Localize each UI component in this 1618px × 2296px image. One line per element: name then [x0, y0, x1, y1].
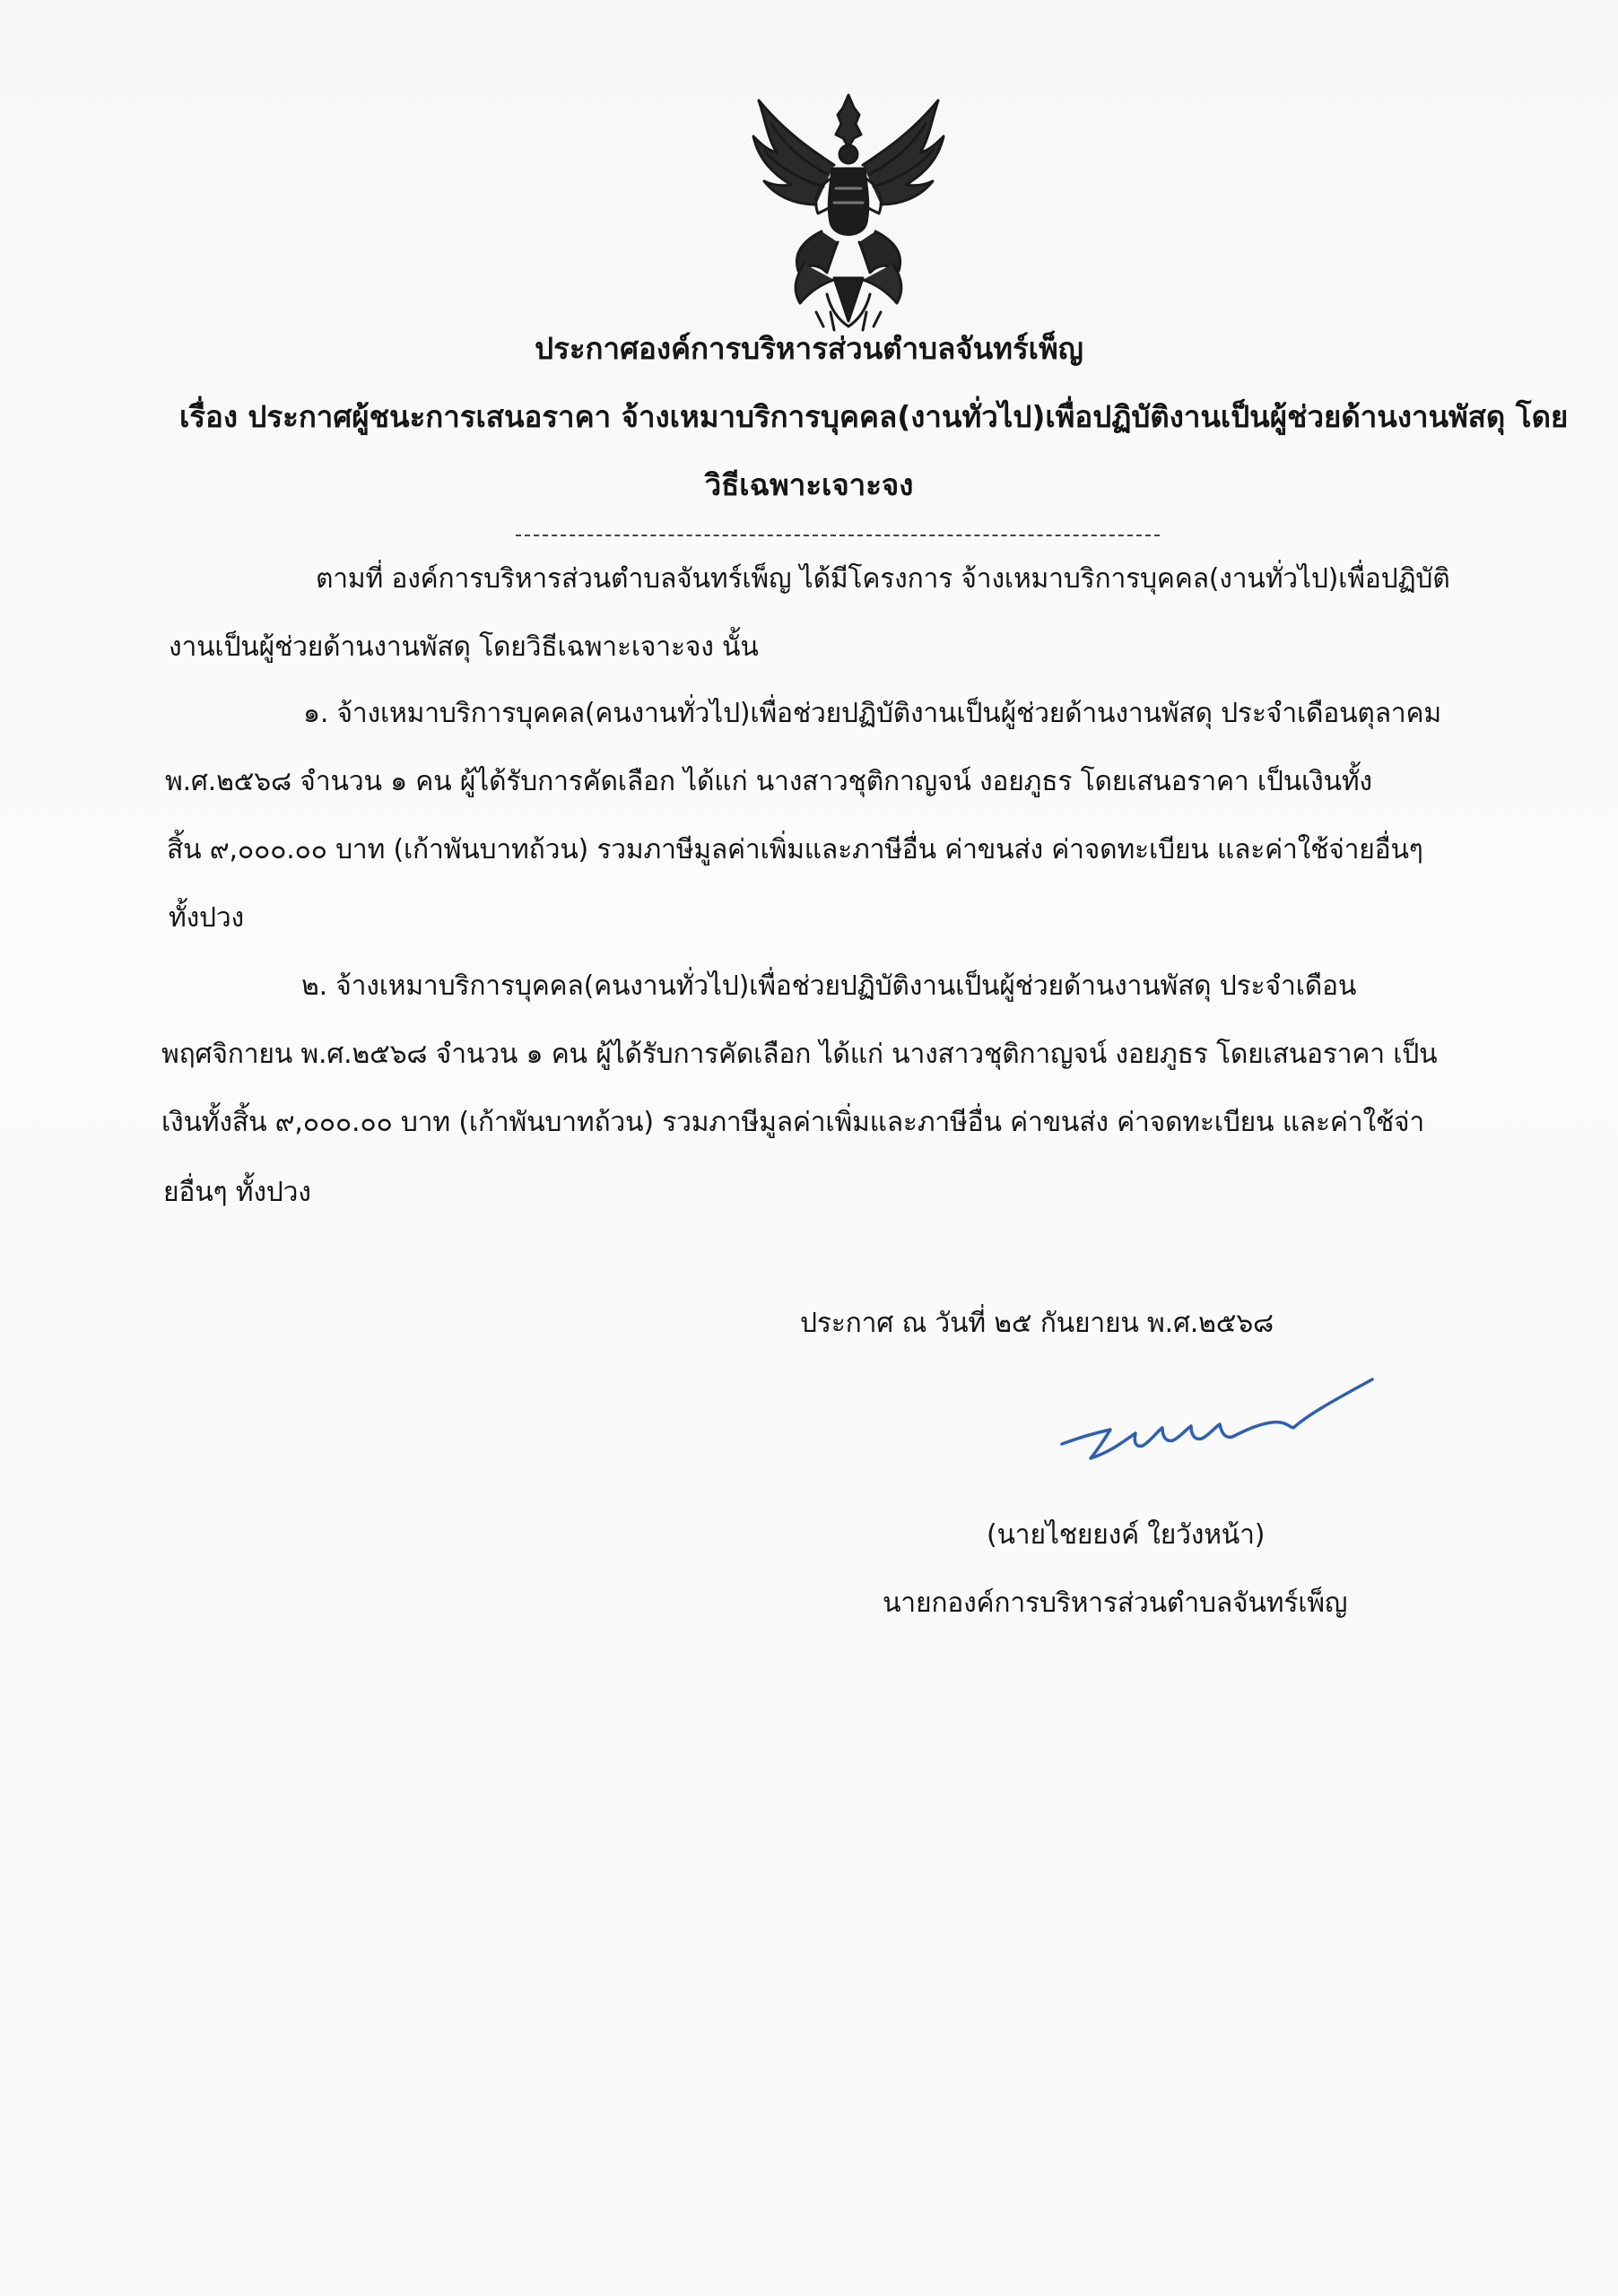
item-2-line: ยอื่นๆ ทั้งปวง: [163, 1177, 311, 1208]
item-2-line: ๒. จ้างเหมาบริการบุคคล(คนงานทั่วไป)เพื่อช่วยปฏิบัติงานเป็นผู้ช่วยด้านงานพัสดุ ประจำเดือน: [301, 970, 1357, 1002]
garuda-emblem-icon: [741, 88, 956, 339]
divider-line: [516, 535, 1160, 536]
item-1-line: สิ้น ๙,๐๐๐.๐๐ บาท (เก้าพันบาทถ้วน) รวมภาษีมูลค่าเพิ่มและภาษีอื่น ค่าขนส่ง ค่าจดทะเบียน และค่าใช้จ่ายอื่นๆ: [167, 834, 1423, 865]
announcement-subject: เรื่อง ประกาศผู้ชนะการเสนอราคา จ้างเหมาบริการบุคคล(งานทั่วไป)เพื่อปฏิบัติงานเป็นผู้ช่วยด้านงานพัสดุ โดย: [179, 399, 1569, 434]
item-1-line: ๑. จ้างเหมาบริการบุคคล(คนงานทั่วไป)เพื่อช่วยปฏิบัติงานเป็นผู้ช่วยด้านงานพัสดุ ประจำเดือนตุลาคม: [303, 698, 1441, 729]
signer-position: นายกองค์การบริหารส่วนตำบลจันทร์เพ็ญ: [883, 1587, 1348, 1619]
intro-paragraph-line: ตามที่ องค์การบริหารส่วนตำบลจันทร์เพ็ญ ได้มีโครงการ จ้างเหมาบริการบุคคล(งานทั่วไป)เพื่อปฏิบัติ: [316, 563, 1450, 595]
item-1-line: พ.ศ.๒๕๖๘ จำนวน ๑ คน ผู้ได้รับการคัดเลือก ได้แก่ นางสาวชุติกาญจน์ งอยภูธร โดยเสนอราคา เป็นเงินทั้ง: [165, 766, 1372, 797]
intro-paragraph-line: งานเป็นผู้ช่วยด้านงานพัสดุ โดยวิธีเฉพาะเจาะจง นั้น: [169, 631, 759, 663]
signature-mark: [1058, 1363, 1381, 1471]
announcement-date: ประกาศ ณ วันที่ ๒๕ กันยายน พ.ศ.๒๕๖๘: [800, 1308, 1274, 1339]
item-1-line: ทั้งปวง: [169, 902, 244, 934]
announcement-subject-continued: วิธีเฉพาะเจาะจง: [704, 467, 914, 502]
item-2-line: พฤศจิกายน พ.ศ.๒๕๖๘ จำนวน ๑ คน ผู้ได้รับการคัดเลือก ได้แก่ นางสาวชุติกาญจน์ งอยภูธร โดยเสนอราคา เป็น: [161, 1039, 1438, 1070]
item-2-line: เงินทั้งสิ้น ๙,๐๐๐.๐๐ บาท (เก้าพันบาทถ้วน) รวมภาษีมูลค่าเพิ่มและภาษีอื่น ค่าขนส่ง ค่าจดทะเบียน และค่าใช้จ่า: [161, 1107, 1425, 1138]
announcement-title: ประกาศองค์การบริหารส่วนตำบลจันทร์เพ็ญ: [535, 331, 1083, 366]
signer-name: (นายไชยยงค์ ใยวังหน้า): [987, 1519, 1266, 1551]
